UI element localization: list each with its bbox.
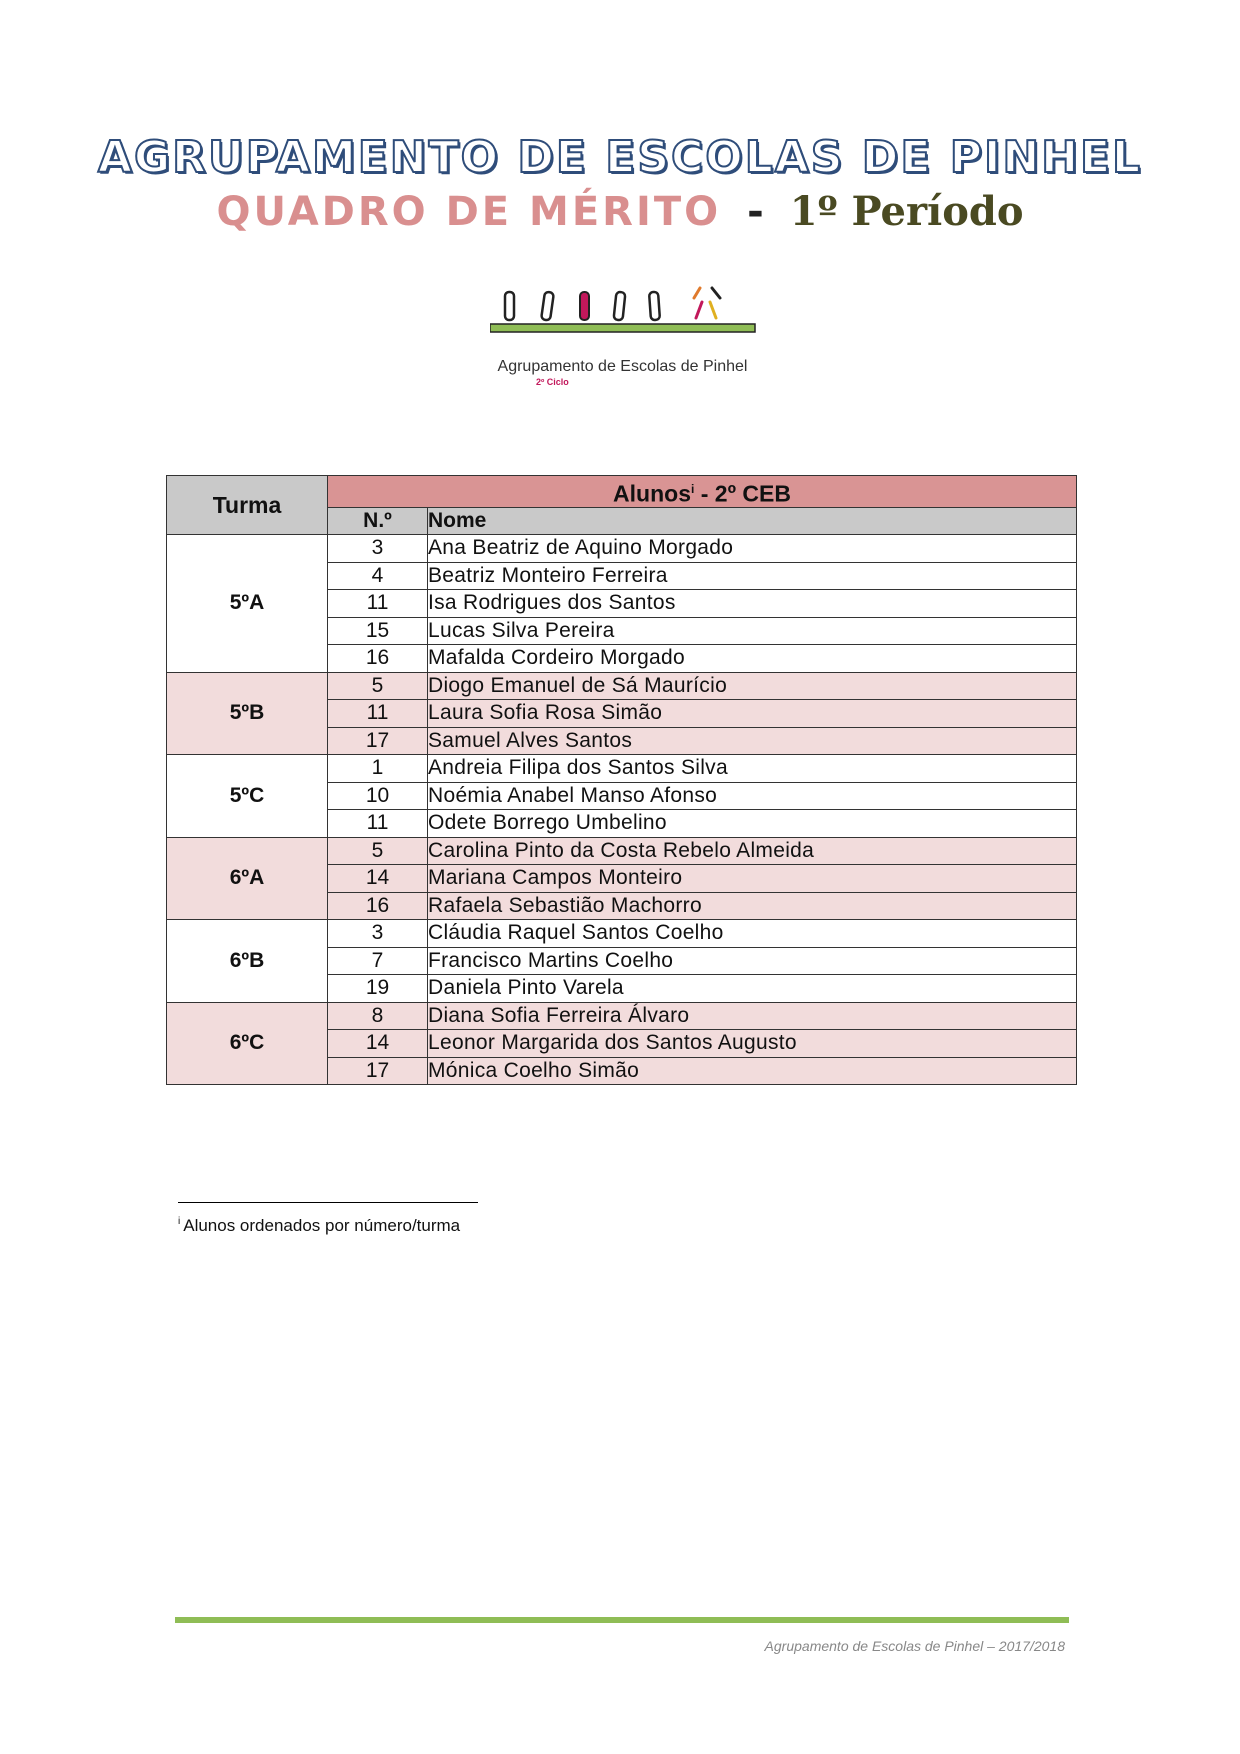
student-number: 16 [328, 645, 428, 673]
student-number: 11 [328, 590, 428, 618]
turma-cell: 6ºA [167, 837, 328, 920]
student-number: 11 [328, 810, 428, 838]
turma-cell: 6ºC [167, 1002, 328, 1085]
student-name: Francisco Martins Coelho [428, 947, 1077, 975]
header-turma: Turma [167, 476, 328, 535]
student-name: Noémia Anabel Manso Afonso [428, 782, 1077, 810]
logo-name: Agrupamento de Escolas de Pinhel [497, 358, 748, 375]
student-number: 7 [328, 947, 428, 975]
student-number: 4 [328, 562, 428, 590]
header-alunos [328, 476, 1077, 508]
student-name: Isa Rodrigues dos Santos [428, 590, 1077, 618]
footnote-text: Alunos ordenados por número/turma [183, 1216, 461, 1235]
turma-cell: 5ºB [167, 672, 328, 755]
page-title: AGRUPAMENTO DE ESCOLAS DE PINHEL [97, 132, 1143, 183]
student-name: Diogo Emanuel de Sá Maurício [428, 672, 1077, 700]
student-name: Daniela Pinto Varela [428, 975, 1077, 1003]
footnote [178, 1216, 460, 1236]
turma-cell: 5ºC [167, 755, 328, 838]
student-number: 5 [328, 672, 428, 700]
logo-sub: 2º Ciclo [536, 377, 569, 387]
footnote-divider [178, 1202, 478, 1203]
page-subtitle [0, 188, 1240, 235]
table-row [167, 535, 1077, 563]
student-number: 11 [328, 700, 428, 728]
student-number: 1 [328, 755, 428, 783]
turma-cell: 6ºB [167, 920, 328, 1003]
student-name: Mariana Campos Monteiro [428, 865, 1077, 893]
student-name: Beatriz Monteiro Ferreira [428, 562, 1077, 590]
table-row [167, 755, 1077, 783]
student-number: 8 [328, 1002, 428, 1030]
merit-table [166, 475, 1077, 1085]
table-row [167, 837, 1077, 865]
student-number: 17 [328, 727, 428, 755]
header-alunos-label: Alunos [613, 480, 691, 507]
student-name: Samuel Alves Santos [428, 727, 1077, 755]
student-number: 3 [328, 920, 428, 948]
student-number: 5 [328, 837, 428, 865]
header-nome: Nome [428, 507, 1077, 535]
student-name: Leonor Margarida dos Santos Augusto [428, 1030, 1077, 1058]
student-number: 15 [328, 617, 428, 645]
student-number: 19 [328, 975, 428, 1003]
student-name: Cláudia Raquel Santos Coelho [428, 920, 1077, 948]
table-row [167, 672, 1077, 700]
footnote-mark: i [178, 1216, 181, 1227]
student-name: Laura Sofia Rosa Simão [428, 700, 1077, 728]
student-name: Odete Borrego Umbelino [428, 810, 1077, 838]
student-number: 16 [328, 892, 428, 920]
footer-bar [175, 1617, 1069, 1623]
student-name: Rafaela Sebastião Machorro [428, 892, 1077, 920]
student-number: 3 [328, 535, 428, 563]
merit-table-body [167, 535, 1077, 1085]
turma-cell: 5ºA [167, 535, 328, 673]
footer-text: Agrupamento de Escolas de Pinhel – 2017/2018 [764, 1638, 1065, 1654]
student-name: Andreia Filipa dos Santos Silva [428, 755, 1077, 783]
subtitle-dash: - [747, 189, 764, 235]
student-name: Lucas Silva Pereira [428, 617, 1077, 645]
header-alunos-suffix: - 2º CEB [694, 480, 791, 507]
student-number: 17 [328, 1057, 428, 1085]
table-row [167, 920, 1077, 948]
subtitle-periodo: 1º Período [789, 188, 1024, 235]
student-name: Diana Sofia Ferreira Álvaro [428, 1002, 1077, 1030]
student-name: Ana Beatriz de Aquino Morgado [428, 535, 1077, 563]
student-number: 10 [328, 782, 428, 810]
student-name: Mafalda Cordeiro Morgado [428, 645, 1077, 673]
student-name: Mónica Coelho Simão [428, 1057, 1077, 1085]
header-num: N.º [328, 507, 428, 535]
subtitle-quadro-merito: QUADRO DE MÉRITO [216, 189, 722, 235]
header-footnote-mark: i [691, 482, 695, 496]
table-row [167, 1002, 1077, 1030]
student-name: Carolina Pinto da Costa Rebelo Almeida [428, 837, 1077, 865]
school-logo-icon [490, 284, 760, 394]
student-number: 14 [328, 1030, 428, 1058]
student-number: 14 [328, 865, 428, 893]
